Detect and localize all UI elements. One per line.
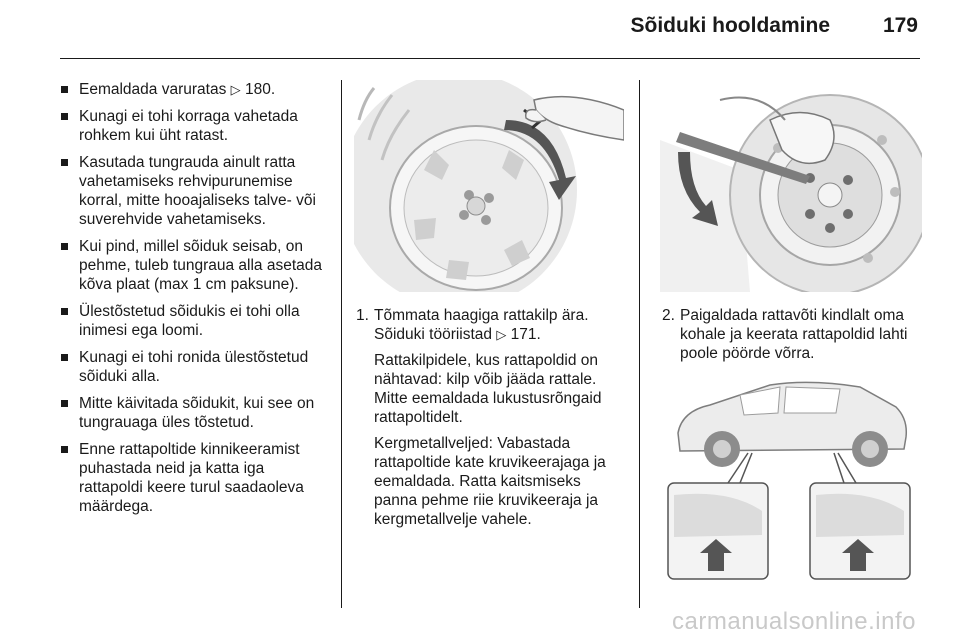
- column-divider-2: [639, 80, 640, 608]
- left-column: [60, 80, 332, 524]
- bullet-text: Ülestõstetud sõidukis ei tohi olla inimesi ega loomi.: [79, 303, 300, 339]
- bullet-text: Kunagi ei tohi ronida ülestõstetud sõiduki alla.: [79, 349, 309, 385]
- paragraph: Rattakilpidele, kus rattapoldid on nähtavad: kilp võib jääda rattale. Mitte eemaldada lukustusrõngaid rattapoltidelt.: [374, 352, 602, 426]
- paragraph: Kergmetallveljed: Vabastada rattapoltide kate kruvikeerajaga ja eemaldada. Ratta kaitsmiseks panna pehme riie kruvikeeraja ja kergmetallvelje vahele.: [374, 435, 606, 528]
- bullet-square-icon: [61, 354, 68, 361]
- bullet-text: Kunagi ei tohi korraga vahetada rohkem kui üht ratast.: [79, 108, 298, 144]
- bullet-item: [60, 107, 332, 145]
- step-2: [660, 306, 924, 363]
- bullet-text: Kasutada tungrauda ainult ratta vahetamiseks rehvipurunemise korral, mitte hooajaliseks talve- või suverehvide vahetamiseks.: [79, 154, 316, 228]
- bullet-item: [60, 153, 332, 229]
- page-number: 179: [882, 14, 918, 37]
- bullet-square-icon: [61, 308, 68, 315]
- jack-points-illustration: [660, 371, 922, 581]
- bullet-text: Mitte käivitada sõidukit, kui see on tungrauaga üles tõstetud.: [79, 395, 315, 431]
- step-1: [354, 306, 628, 344]
- bullet-text: Kui pind, millel sõiduk seisab, on pehme, tuleb tungraua alla asetada kõva plaat (max 1 cm paksune).: [79, 238, 323, 293]
- watermark: carmanualsonline.info: [672, 608, 916, 635]
- step-text: Paigaldada rattavõti kindlalt oma kohale ja keerata rattapoldid lahti poole pöörde võrra.: [680, 307, 908, 362]
- middle-column: [354, 80, 628, 536]
- step-text: Tõmmata haagiga rattakilp ära. Sõiduki tööriistad: [374, 307, 589, 343]
- bullet-item: [60, 440, 332, 516]
- column-divider-1: [341, 80, 342, 608]
- right-column: [660, 80, 924, 581]
- bullet-square-icon: [61, 400, 68, 407]
- wheel-cover-removal-illustration: [354, 80, 624, 292]
- bullet-item: [60, 237, 332, 294]
- bullet-square-icon: [61, 243, 68, 250]
- bullet-item: [60, 302, 332, 340]
- bullet-item: [60, 394, 332, 432]
- page-title: Sõiduki hooldamine: [630, 14, 830, 37]
- step-number: 1.: [356, 307, 369, 324]
- bullet-square-icon: [61, 159, 68, 166]
- bullet-square-icon: [61, 86, 68, 93]
- header-rule: [60, 58, 920, 59]
- ref-arrow-icon: ▷: [496, 327, 507, 342]
- bullet-text: Eemaldada varuratas: [79, 81, 227, 98]
- bullet-square-icon: [61, 446, 68, 453]
- bullet-item: [60, 80, 332, 99]
- step-ref[interactable]: 171.: [510, 326, 541, 343]
- bullet-square-icon: [61, 113, 68, 120]
- bullet-item: [60, 348, 332, 386]
- step-number: 2.: [662, 307, 675, 324]
- bullet-ref[interactable]: 180.: [244, 81, 276, 98]
- bullet-text: Enne rattapoltide kinnikeeramist puhastada neid ja katta iga rattapoldi keere turul saadaoleva määrdega.: [79, 441, 304, 515]
- ref-arrow-icon: ▷: [230, 82, 241, 97]
- wheel-wrench-illustration: [660, 80, 922, 292]
